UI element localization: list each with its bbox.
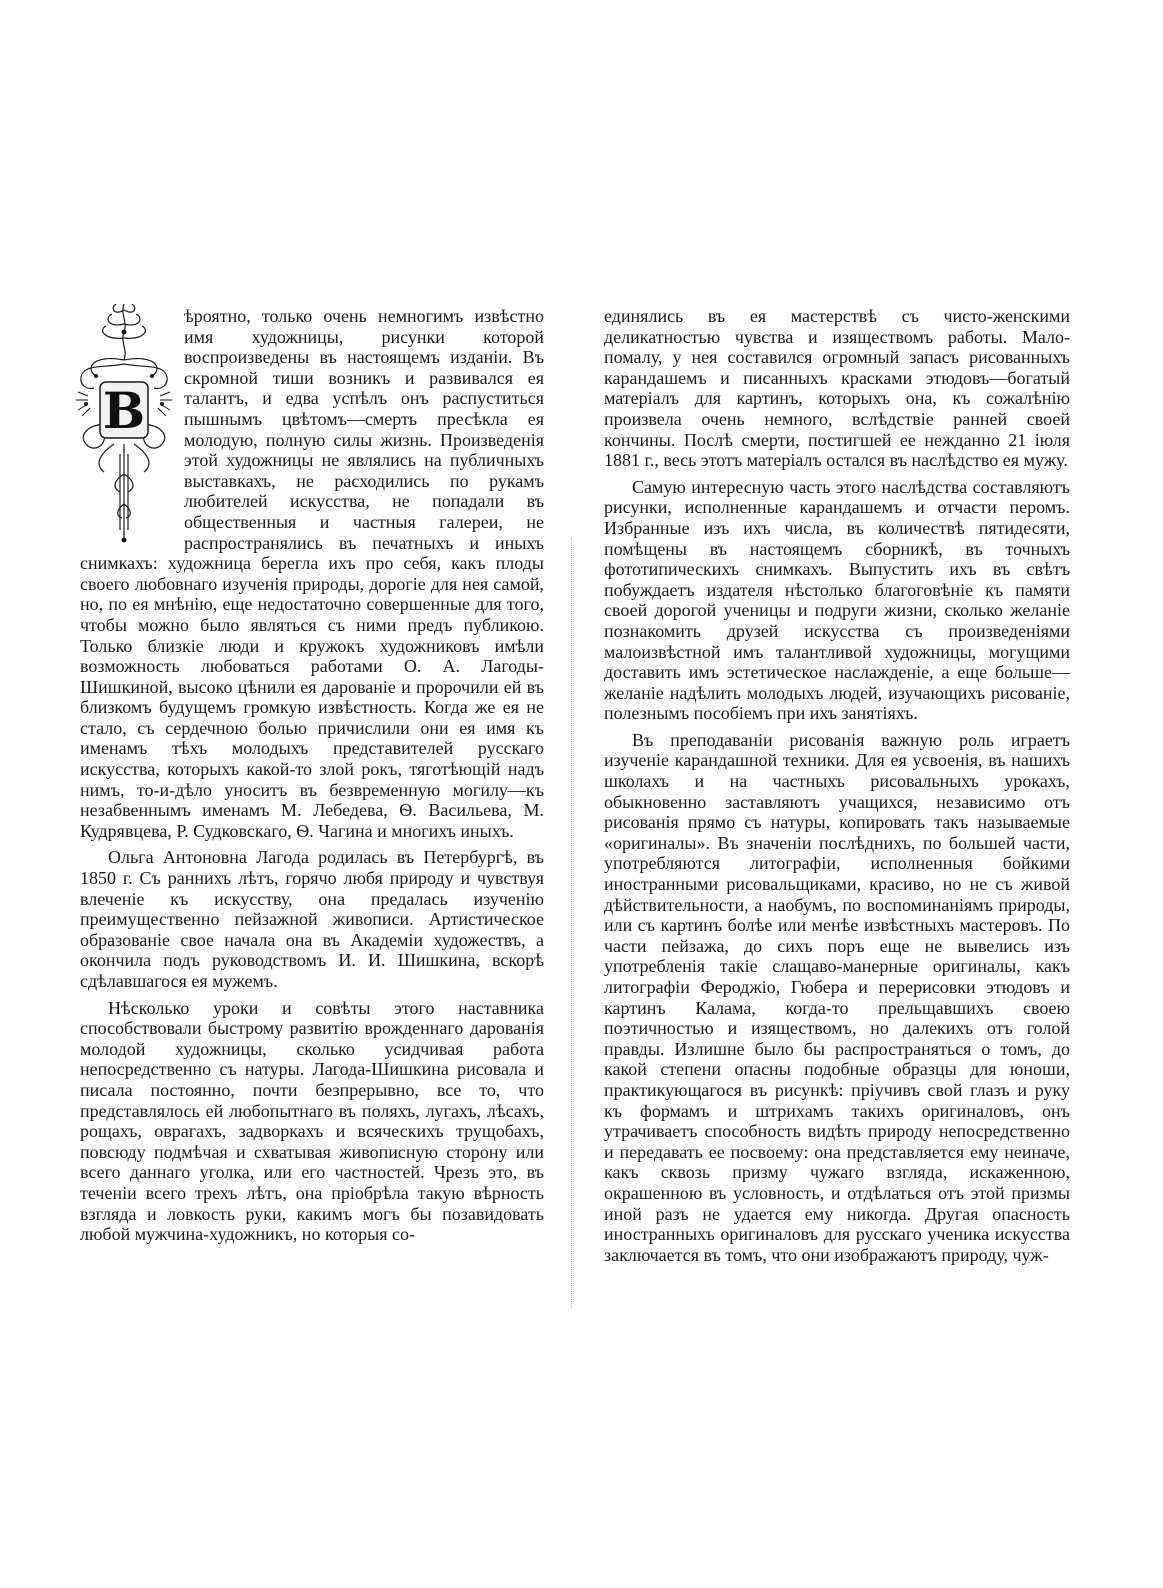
left-paragraph-1: ѣроятно, только очень немногимъ извѣстно имя художницы, рисунки которой воспроизведены въ настоящемъ изданіи. Въ скромной тиши возникъ и развивался ея талантъ, и едва успѣлъ онъ распуститься пышнымъ цвѣтомъ—смерть пресѣкла ея молодую, полную силы жизнь. Произведенія этой художницы не являлись на публичныхъ выставкахъ, не расходились по рукамъ любителей искусства, не попадали въ общественныя и частныя галереи, не распространялись въ печатныхъ и иныхъ снимкахъ: художница берегла ихъ про себя, какъ плоды своего любовнаго изученія природы, дорогіе для нея самой, но, по ея мнѣнію, еще недостаточно совершенные для того, чтобы можно было являться съ ними предъ публикою. Только близкіе люди и кружокъ художниковъ имѣли возможность любоваться работами О. А. Лагоды-Шишкиной, высоко цѣнили ея дарованіе и пророчили ей въ близкомъ будущемъ громкую извѣстность. Когда же ея не стало, съ сердечною болью причислили они ея имя къ именамъ тѣхъ молодыхъ представителей русскаго искусства, которыхъ какой-то злой рокъ, тяготѣющій надъ нимъ, то-и-дѣло уноситъ въ безвременную могилу—къ незабвеннымъ именамъ М. Лебедева, Ѳ. Васильева, М. Кудрявцева, Р. Судковскаго, Ѳ. Чагина и многихъ иныхъ. — [80, 306, 544, 841]
svg-text:В: В — [102, 381, 146, 440]
left-paragraph-3: Нѣсколько уроки и совѣты этого наставника способствовали быстрому развитію врожденнаго дарованія молодой художницы, сколько усидчивая работа непосредственно съ натуры. Лагода-Шишкина рисовала и писала постоянно, почти безпрерывно, все то, что представлялось ей любопытнаго въ поляхъ, лугахъ, лѣсахъ, рощахъ, оврагахъ, задворкахъ и всяческихъ трущобахъ, повсюду подмѣчая и схватывая живописную сторону или всего даннаго уголка, или его частностей. Чрезъ это, въ теченіи всего трехъ лѣтъ, она пріобрѣла такую вѣрность взгляда и ловкость руки, какимъ могъ бы позавидовать любой мужчина-художникъ, но которыя со- — [80, 997, 544, 1245]
left-column — [80, 306, 544, 1245]
right-paragraph-2: Самую интересную часть этого наслѣдства составляютъ рисунки, исполненные карандашемъ и отчасти перомъ. Избранные изъ ихъ числа, въ количествѣ пятидесяти, помѣщены въ настоящемъ сборникѣ, въ точныхъ фототипическихъ снимкахъ. Выпустить ихъ въ свѣтъ побуждаетъ издателя нѣстолько благоговѣніе къ памяти своей дорогой ученицы и подруги жизни, сколько желаніе познакомить друзей искусства съ произведеніями малоизвѣстной имъ талантливой художницы, могущими доставить имъ эстетическое наслажденіе, а еще больше—желаніе надѣлить молодыхъ людей, изучающихъ рисованіе, полезнымъ пособіемъ при ихъ занятіяхъ. — [604, 476, 1070, 724]
left-paragraph-2: Ольга Антоновна Лагода родилась въ Петербургѣ, въ 1850 г. Съ раннихъ лѣтъ, горячо любя природу и чувствуя влеченіе къ искусству, она предалась изученію преимущественно пейзажной живописи. Артистическое образованіе свое начала она въ Академіи художествъ, а окончила подъ руководствомъ И. И. Шишкина, вскорѣ сдѣлавшагося ея мужемъ. — [80, 847, 544, 991]
ornamental-initial — [74, 304, 174, 544]
right-column — [604, 306, 1070, 1265]
ornament-flourish-icon — [74, 304, 174, 544]
column-divider — [571, 538, 572, 1308]
right-paragraph-1: единялись въ ея мастерствѣ съ чисто-женскими деликатностью чувства и изяществомъ работы. Мало-помалу, у нея составился огромный запасъ рисованныхъ карандашемъ и писанныхъ красками этюдовъ—богатый матеріалъ для картинъ, которыхъ она, къ сожалѣнію произвела очень немного, вслѣдствіе ранней своей кончины. Послѣ смерти, постигшей ее нежданно 21 іюля 1881 г., весь этотъ матеріалъ остался въ наслѣдство ея мужу. — [604, 306, 1070, 471]
right-paragraph-3: Въ преподаваніи рисованія важную роль играетъ изученіе карандашной техники. Для ея усвоенія, въ нашихъ школахъ и на частныхъ рисовальныхъ урокахъ, обыкновенно заставляютъ учащихся, независимо отъ рисованія прямо съ натуры, копировать такъ называемые «оригиналы». Въ значеніи послѣднихъ, по большей части, употребляются литографіи, исполненныя бойкими иностранными рисовальщиками, красиво, но не съ живой дѣйствительности, а наобумъ, по воспоминаніямъ природы, или съ картинъ болѣе или менѣе извѣстныхъ мастеровъ. По части пейзажа, до сихъ поръ еще не вывелись изъ употребленія такіе слащаво-манерные оригиналы, какъ литографіи Фероджіо, Гюбера и перерисовки этюдовъ и картинъ Калама, когда-то прельщавшихъ своею поэтичностью и изяществомъ, но далекихъ отъ голой правды. Излишне было бы распространяться о томъ, до какой степени опасны подобные образцы для юноши, практикующагося въ рисункѣ: пріучивъ свой глазъ и руку къ формамъ и штрихамъ такихъ оригиналовъ, онъ утрачиваетъ способность видѣть природу непосредственно и передавать ее посвоему: она представляется ему неиначе, какъ сквозь призму чужаго взгляда, искаженною, окрашенною въ условность, и отдѣлаться отъ этой призмы иной разъ не удается ему никогда. Другая опасность иностранныхъ оригиналовъ для русскаго ученика искусства заключается въ томъ, что они изображаютъ природу, чуж- — [604, 729, 1070, 1265]
